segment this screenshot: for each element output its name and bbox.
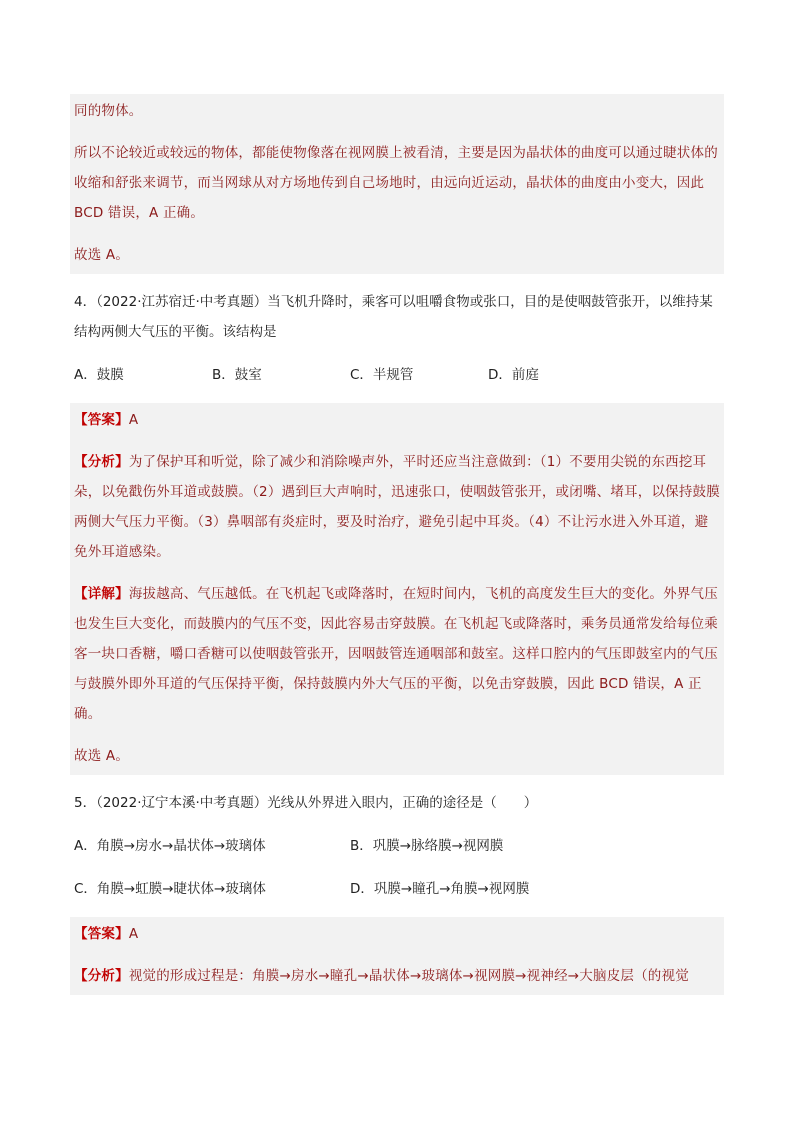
question-5-options-row-2: [70, 874, 724, 904]
q5-option-a: A．角膜→房水→晶状体→玻璃体: [74, 838, 266, 854]
prev-line-1: 同的物体。: [74, 103, 143, 119]
q5-answer-value: A: [128, 926, 139, 942]
question-5-stem: 5．（2022·辽宁本溪·中考真题）光线从外界进入眼内，正确的途径是（ ）: [74, 795, 538, 811]
q4-option-a: A．鼓膜: [74, 367, 124, 383]
q4-detail-text: 海拔越高、气压越低。在飞机起飞或降落时，在短时间内，飞机的高度发生巨大的变化。外界气压也发生巨大变化，而鼓膜内的气压不变，因此容易击穿鼓膜。在飞机起飞或降落时，乘务员通常发给每位乘客一块口香糖，嚼口香糖可以使咽鼓管张开，因咽鼓管连通咽部和鼓室。这样口腔内的气压即鼓室内的气压与鼓膜外即外耳道的气压保持平衡，保持鼓膜内外大气压的平衡，以免击穿鼓膜，因此 BCD 错误，A 正确。: [74, 586, 718, 722]
question-4-stem: 4．（2022·江苏宿迁·中考真题）当飞机升降时，乘客可以咀嚼食物或张口，目的是使咽鼓管张开，以维持某结构两侧大气压的平衡。该结构是: [74, 294, 713, 340]
analysis-tag: 【分析】: [74, 454, 129, 470]
q5-option-c: C．角膜→虹膜→睫状体→玻璃体: [74, 881, 266, 897]
prev-line-3: 故选 A。: [74, 247, 130, 263]
q4-option-c: C．半规管: [350, 367, 414, 383]
q5-option-d: D．巩膜→瞳孔→角膜→视网膜: [350, 881, 530, 897]
q4-option-d: D．前庭: [488, 367, 539, 383]
prev-explanation-block: [70, 94, 724, 274]
q4-conclusion: 故选 A。: [74, 748, 130, 764]
q4-analysis-text: 为了保护耳和听觉，除了减少和消除噪声外，平时还应当注意做到：（1）不要用尖锐的东西挖耳朵，以免戳伤外耳道或鼓膜。（2）遇到巨大声响时，迅速张口，使咽鼓管张开，或闭嘴、堵耳，以保持鼓膜两侧大气压力平衡。（3）鼻咽部有炎症时，要及时治疗，避免引起中耳炎。（4）不让污水进入外耳道，避免外耳道感染。: [74, 454, 720, 560]
q5-analysis: [70, 961, 724, 991]
q4-option-b: B．鼓室: [212, 367, 262, 383]
q5-answer: [70, 919, 724, 949]
answer-tag: 【答案】: [74, 926, 129, 942]
q5-solution-block: [70, 917, 724, 995]
answer-tag: 【答案】: [74, 412, 129, 428]
question-5-options-row-1: [70, 831, 724, 861]
q5-option-b: B．巩膜→脉络膜→视网膜: [350, 838, 504, 854]
q4-analysis: [70, 447, 724, 567]
q4-detail: [70, 579, 724, 729]
detail-tag: 【详解】: [74, 586, 129, 602]
q4-solution-block: [70, 403, 724, 775]
q4-answer-value: A: [128, 412, 139, 428]
document-page: [70, 94, 724, 995]
q5-analysis-text: 视觉的形成过程是：角膜→房水→瞳孔→晶状体→玻璃体→视网膜→视神经→大脑皮层（的视觉: [128, 968, 689, 984]
question-4-options: [70, 360, 724, 390]
analysis-tag: 【分析】: [74, 968, 129, 984]
q4-answer: [70, 405, 724, 435]
prev-line-2: 所以不论较近或较远的物体，都能使物像落在视网膜上被看清，主要是因为晶状体的曲度可以通过睫状体的收缩和舒张来调节，而当网球从对方场地传到自己场地时，由远向近运动，晶状体的曲度由小变大，因此BCD 错误，A 正确。: [74, 145, 718, 221]
